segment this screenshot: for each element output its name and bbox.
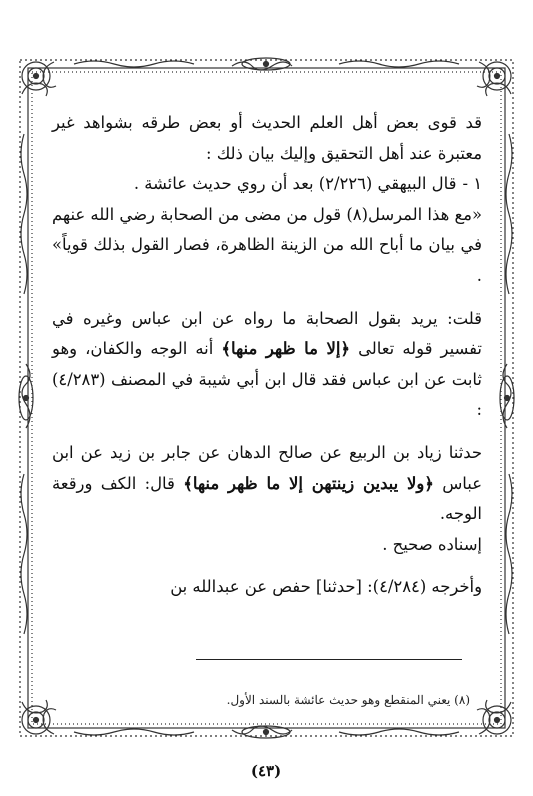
commentary-paragraph [52, 304, 482, 426]
hadith-text-1: حدثنا زياد بن الربيع عن صالح الدهان عن جابر بن زيد عن ابن عباس [52, 442, 482, 493]
page-number: (٤٣) [250, 762, 282, 780]
footnote-divider [196, 659, 462, 660]
hadith-text-2: قال: الكف ورقعة الوجه. [52, 473, 482, 524]
intro-paragraph: قد قوى بعض أهل العلم الحديث أو بعض طرقه بشواهد غير معتبرة عند أهل التحقيق وإليك بيان ذلك : [52, 113, 482, 163]
item-1-quote: «مع هذا المرسل(٨) قول من مضى من الصحابة رضي الله عنهم في بيان ما أباح الله من الزينة الظاهرة، فصار القول بذلك قوياً» . [52, 204, 482, 285]
quran-verse: ﴿إلا ما ظهر منها﴾ [221, 339, 351, 359]
hadith-paragraph [52, 438, 482, 530]
item-1-text: قال البيهقي (٢/٢٢٦) بعد أن روي حديث عائشة . [133, 174, 457, 194]
isnad-line: إسناده صحيح . [382, 534, 482, 554]
commentary-text-2: أنه الوجه والكفان، وهو ثابت عن ابن عباس فقد قال ابن أبي شيبة في المصنف (٤/٢٨٣) : [52, 339, 482, 420]
commentary-text-1: قلت: يريد بقول الصحابة ما رواه عن ابن عباس وغيره في تفسير قوله تعالى [52, 308, 482, 359]
page-body [52, 108, 482, 603]
final-line: وأخرجه (٤/٢٨٤): [حدثنا] حفص عن عبدالله بن [170, 577, 482, 597]
quran-verse: ﴿ولا يبدين زينتهن إلا ما ظهر منها﴾ [183, 473, 434, 493]
footnote: (٨) يعني المنقطع وهو حديث عائشة بالسند الأول. [226, 693, 470, 707]
item-1 [52, 169, 482, 200]
item-number: ١ - [462, 174, 482, 194]
